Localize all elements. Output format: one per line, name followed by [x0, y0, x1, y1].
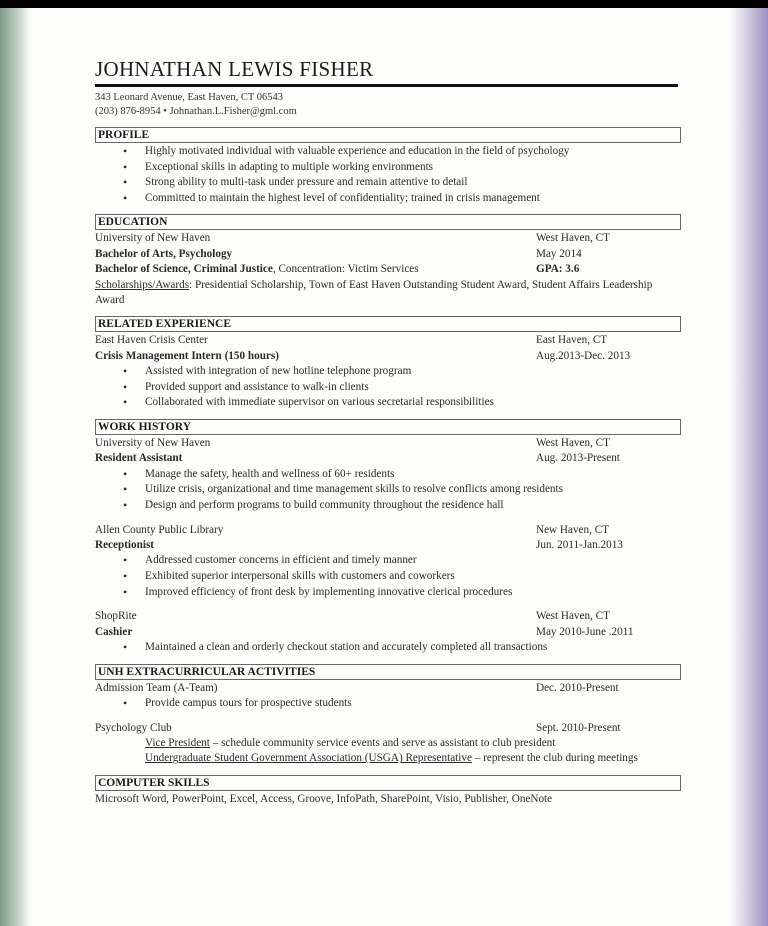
skills-text: Microsoft Word, PowerPoint, Excel, Access, Groove, InfoPath, SharePoint, Visio, Publisher, OneNote: [95, 792, 553, 805]
job-bullets: [95, 467, 685, 514]
job-location: New Haven, CT: [536, 523, 610, 536]
related-section: [95, 316, 685, 411]
activity-bullets: [95, 696, 685, 712]
work-job: [95, 523, 685, 601]
job-bullet: • Design and perform programs to build community throughout the residence hall: [145, 498, 685, 514]
education-location: West Haven, CT: [536, 232, 610, 245]
job-location: West Haven, CT: [536, 610, 610, 623]
job-date: Aug. 2013-Present: [536, 452, 620, 465]
contact-email: Johnathan.L.Fisher@gml.com: [169, 106, 297, 117]
education-awards: [95, 278, 681, 309]
resume-page: [95, 56, 685, 807]
job-bullet: • Utilize crisis, organizational and time management skills to resolve conflicts among residents: [145, 482, 685, 498]
job-bullets: [95, 553, 685, 600]
activity-row: [95, 681, 681, 696]
activity-name: Admission Team (A-Team): [95, 681, 218, 694]
contact-phone: (203) 876-8954: [95, 106, 161, 117]
spacer: [95, 600, 685, 609]
activity-name: Psychology Club: [95, 721, 172, 734]
related-date: Aug.2013-Dec. 2013: [536, 349, 631, 362]
related-role-row: [95, 349, 681, 364]
job-role: Resident Assistant: [95, 452, 183, 465]
related-role: Crisis Management Intern (150 hours): [95, 349, 279, 362]
job-bullet: • Improved efficiency of front desk by implementing innovative clerical procedures: [145, 585, 685, 601]
job-role-row: [95, 538, 681, 553]
spacer: [95, 712, 685, 721]
activity-row: [95, 721, 681, 736]
work-heading: WORK HISTORY: [95, 419, 681, 435]
name-rule: [95, 84, 678, 87]
education-date: May 2014: [536, 247, 582, 260]
activity-role: [95, 736, 681, 751]
education-concentration: , Concentration: Victim Services: [272, 263, 419, 276]
profile-heading: PROFILE: [95, 127, 681, 143]
related-bullet: • Assisted with integration of new hotline telephone program: [145, 364, 685, 380]
contact-separator: •: [160, 106, 170, 117]
activity-role-title: Undergraduate Student Government Association (USGA) Representative: [145, 752, 472, 765]
profile-bullet: • Highly motivated individual with valuable experience and education in the field of psychology: [145, 144, 685, 160]
job-org: University of New Haven: [95, 437, 211, 449]
education-degree-2: Bachelor of Science, Criminal Justice: [95, 263, 273, 276]
education-section: [95, 214, 685, 308]
education-degree-2-line: [95, 262, 419, 277]
activity-role-title: Vice President: [145, 737, 210, 749]
related-location: East Haven, CT: [536, 334, 608, 347]
related-heading: RELATED EXPERIENCE: [95, 316, 681, 332]
screen-top-bar: [0, 0, 768, 8]
contact-line: [95, 105, 685, 119]
profile-bullet: • Exceptional skills in adapting to multiple working environments: [145, 160, 685, 176]
work-section: [95, 419, 685, 656]
education-degree-1: Bachelor of Arts, Psychology: [95, 247, 233, 260]
awards-label: Scholarships/Awards: [95, 278, 190, 291]
job-role: Cashier: [95, 625, 133, 638]
related-bullets: [95, 364, 685, 411]
job-role-row: [95, 451, 681, 466]
profile-bullets: [95, 144, 685, 206]
contact-address: 343 Leonard Avenue, East Haven, CT 06543: [95, 92, 283, 103]
job-date: May 2010-June .2011: [536, 625, 634, 638]
skills-heading: COMPUTER SKILLS: [95, 775, 681, 791]
education-gpa: GPA: 3.6: [536, 263, 580, 276]
job-bullet: • Maintained a clean and orderly checkout station and accurately completed all transactions: [145, 640, 685, 656]
job-org: Allen County Public Library: [95, 523, 224, 536]
activity-date: Dec. 2010-Present: [536, 681, 619, 694]
job-bullet: • Exhibited superior interpersonal skills with customers and coworkers: [145, 569, 685, 585]
activity-role: [95, 751, 681, 766]
job-date: Jun. 2011-Jan.2013: [536, 539, 623, 551]
spacer: [95, 514, 685, 523]
activities-heading: UNH EXTRACURRICULAR ACTIVITIES: [95, 664, 681, 680]
resume-name: JOHNATHAN LEWIS FISHER: [95, 57, 374, 81]
education-school: University of New Haven: [95, 232, 211, 245]
activity-role-text: – represent the club during meetings: [471, 752, 638, 765]
job-org-row: [95, 609, 681, 624]
job-org: ShopRite: [95, 610, 137, 623]
work-job: [95, 436, 685, 514]
related-org-row: [95, 333, 681, 348]
profile-bullet: • Strong ability to multi-task under pressure and remain attentive to detail: [145, 175, 685, 191]
awards-text: : Presidential Scholarship, Town of East Haven Outstanding Student Award, Student Affairs Leadership Award: [95, 278, 653, 306]
activities-section: [95, 664, 685, 767]
job-org-row: [95, 523, 681, 538]
related-bullet: • Provided support and assistance to walk-in clients: [145, 380, 685, 396]
related-org: East Haven Crisis Center: [95, 334, 208, 347]
job-role: Receptionist: [95, 539, 155, 551]
job-location: West Haven, CT: [536, 437, 610, 449]
activity-role-text: – schedule community service events and serve as assistant to club president: [209, 737, 556, 749]
related-bullet: • Collaborated with immediate supervisor on various secretarial responsibilities: [145, 395, 685, 411]
education-degree2-row: [95, 262, 681, 277]
skills-section: [95, 775, 685, 807]
job-bullet: • Manage the safety, health and wellness of 60+ residents: [145, 467, 685, 483]
work-job: [95, 609, 685, 655]
activity-date: Sept. 2010-Present: [536, 721, 621, 734]
job-role-row: [95, 625, 681, 640]
education-school-row: [95, 231, 681, 246]
job-bullets: [95, 640, 685, 656]
activity-bullet: • Provide campus tours for prospective students: [145, 696, 685, 712]
job-bullet: • Addressed customer concerns in efficient and timely manner: [145, 553, 685, 569]
education-degree-row: [95, 247, 681, 262]
education-heading: EDUCATION: [95, 214, 681, 230]
job-org-row: [95, 436, 681, 451]
profile-section: [95, 127, 685, 206]
profile-bullet: • Committed to maintain the highest level of confidentiality; trained in crisis management: [145, 191, 685, 207]
